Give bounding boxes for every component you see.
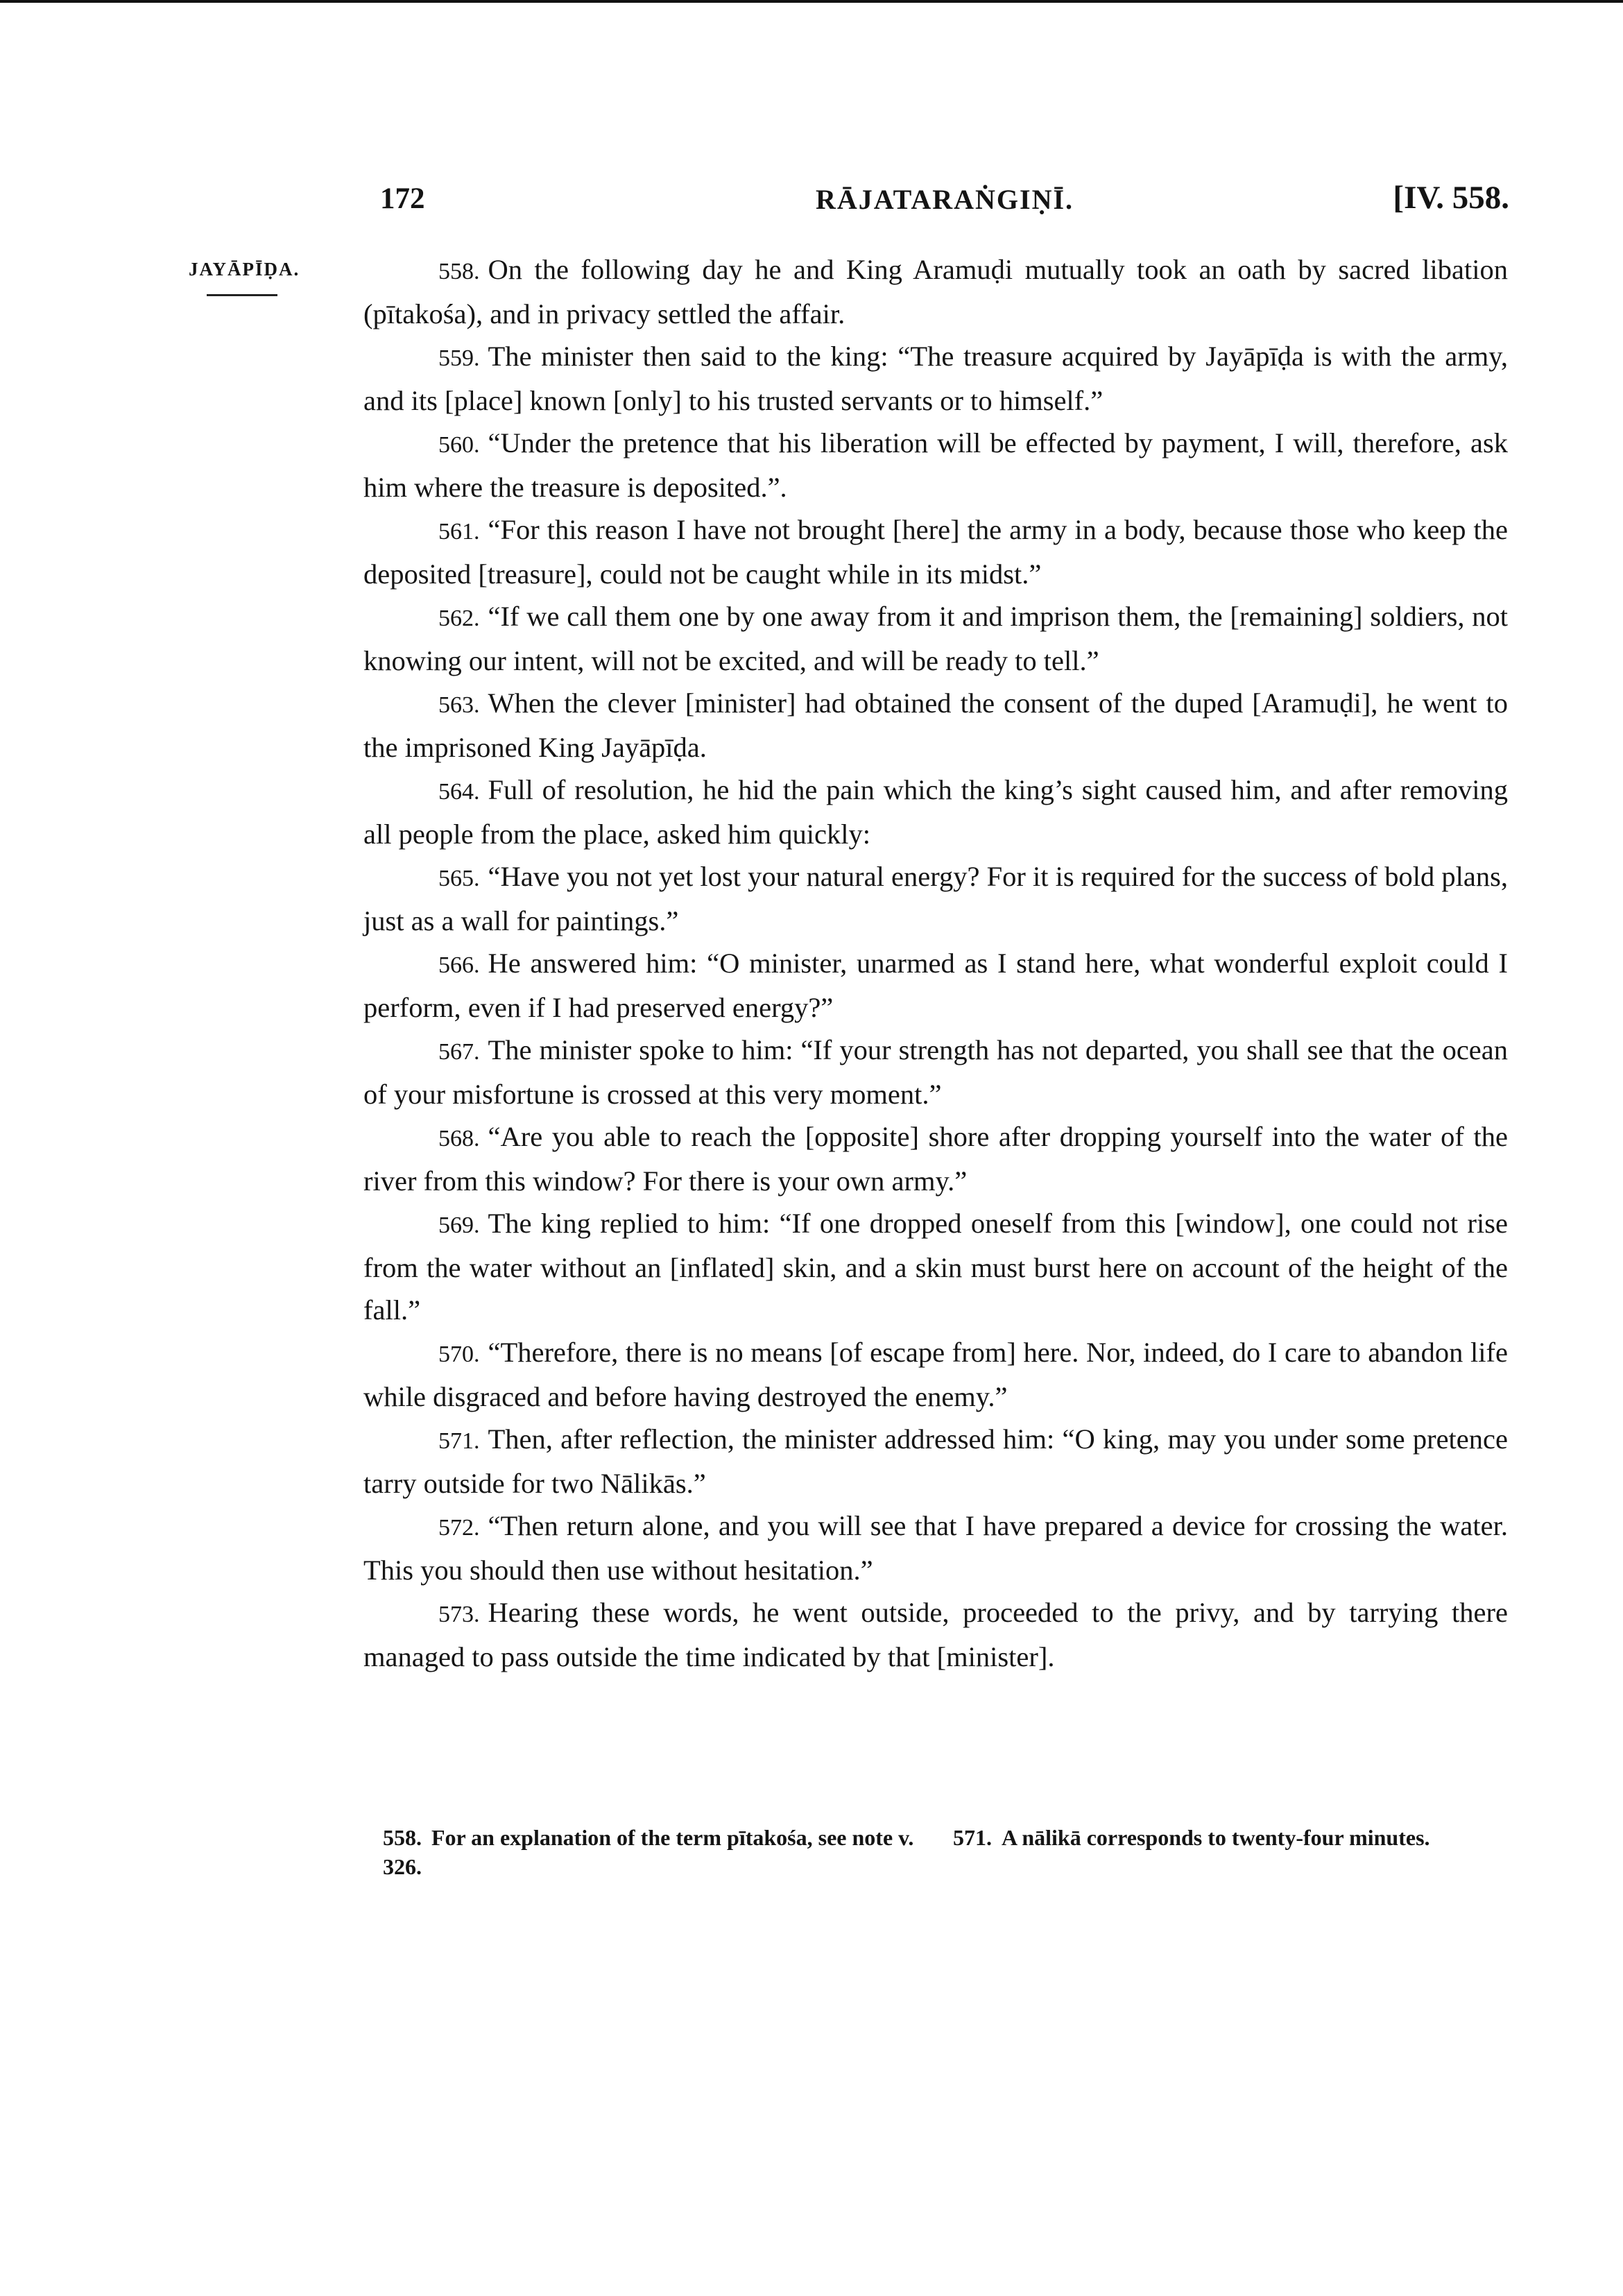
footnote-571	[953, 1823, 1508, 1852]
page-number: 172	[380, 182, 425, 215]
verse-number: 573.	[438, 1602, 480, 1627]
top-edge-rule	[0, 0, 1623, 3]
verse-text: “Under the pretence that his liberation will be effected by payment, I will, therefore, ask him where the treasure is deposited.”.	[363, 427, 1508, 503]
footnote-558	[383, 1823, 924, 1881]
verse-text: “If we call them one by one away from it and imprison them, the [remaining] soldiers, not knowing our intent, will not be excited, and will be ready to tell.”	[363, 601, 1508, 676]
verse-text: The king replied to him: “If one dropped oneself from this [window], one could not rise from the water without an [inflated] skin, and a skin must burst here on account of the height of the fall.”	[363, 1208, 1508, 1326]
verse-text: “Are you able to reach the [opposite] shore after dropping yourself into the water of the river from this window? For there is your own army.”	[363, 1121, 1508, 1197]
verse-text: “Have you not yet lost your natural energy? For it is required for the success of bold plans, just as a wall for paintings.”	[363, 861, 1508, 936]
section-reference: [IV. 558.	[1393, 180, 1509, 216]
paragraph-569	[363, 1202, 1508, 1331]
footnote-text: A nālikā corresponds to twenty-four minutes.	[1002, 1825, 1430, 1850]
paragraph-565	[363, 855, 1508, 942]
margin-note-rule	[207, 294, 277, 296]
verse-text: The minister spoke to him: “If your strength has not departed, you shall see that the ocean of your misfortune is crossed at this very moment.”	[363, 1034, 1508, 1110]
main-text	[363, 248, 1508, 1678]
verse-text: On the following day he and King Aramuḍi mutually took an oath by sacred libation (pītakośa), and in privacy settled the affair.	[363, 254, 1508, 329]
paragraph-572	[363, 1505, 1508, 1591]
verse-number: 568.	[438, 1126, 480, 1151]
verse-number: 572.	[438, 1515, 480, 1541]
verse-text: He answered him: “O minister, unarmed as I stand here, what wonderful exploit could I perform, even if I had preserved energy?”	[363, 948, 1508, 1023]
verse-number: 567.	[438, 1039, 480, 1065]
paragraph-562	[363, 595, 1508, 682]
paragraph-566	[363, 942, 1508, 1029]
page-header	[380, 182, 1509, 223]
paragraph-559	[363, 335, 1508, 422]
verse-text: When the clever [minister] had obtained the consent of the duped [Aramuḍi], he went to the imprisoned King Jayāpīḍa.	[363, 687, 1508, 763]
verse-text: Then, after reflection, the minister addressed him: “O king, may you under some pretence tarry outside for two Nālikās.”	[363, 1423, 1508, 1499]
verse-text: “Then return alone, and you will see that I have prepared a device for crossing the water. This you should then use without hesitation.”	[363, 1510, 1508, 1586]
verse-number: 558.	[438, 259, 480, 284]
verse-text: Hearing these words, he went outside, proceeded to the privy, and by tarrying there managed to pass outside the time indicated by that [minister].	[363, 1597, 1508, 1672]
margin-note: JAYĀPĪḌA.	[189, 259, 300, 280]
paragraph-568	[363, 1115, 1508, 1202]
footnote-text: For an explanation of the term pītakośa, see note v. 326.	[383, 1825, 914, 1879]
paragraph-558	[363, 248, 1508, 335]
verse-number: 561.	[438, 519, 480, 545]
paragraph-561	[363, 508, 1508, 595]
paragraph-567	[363, 1029, 1508, 1115]
footnote-number: 571.	[953, 1825, 992, 1850]
verse-text: Full of resolution, he hid the pain which the king’s sight caused him, and after removing all people from the place, asked him quickly:	[363, 774, 1508, 850]
verse-number: 559.	[438, 345, 480, 371]
paragraph-564	[363, 769, 1508, 855]
paragraph-570	[363, 1331, 1508, 1418]
verse-number: 569.	[438, 1213, 480, 1238]
verse-text: “For this reason I have not brought [here] the army in a body, because those who keep the deposited [treasure], could not be caught while in its midst.”	[363, 514, 1508, 590]
verse-number: 566.	[438, 952, 480, 978]
paragraph-560	[363, 422, 1508, 508]
verse-number: 563.	[438, 692, 480, 718]
verse-number: 570.	[438, 1342, 480, 1367]
verse-number: 565.	[438, 866, 480, 891]
verse-number: 571.	[438, 1428, 480, 1454]
footnote-number: 558.	[383, 1825, 422, 1850]
paragraph-571	[363, 1418, 1508, 1505]
verse-number: 562.	[438, 606, 480, 631]
running-title: RĀJATARAṄGIṆĪ.	[815, 184, 1074, 215]
paragraph-563	[363, 682, 1508, 769]
verse-number: 564.	[438, 779, 480, 805]
verse-text: “Therefore, there is no means [of escape from] here. Nor, indeed, do I care to abandon life while disgraced and before having destroyed the enemy.”	[363, 1337, 1508, 1412]
paragraph-573	[363, 1591, 1508, 1678]
verse-number: 560.	[438, 432, 480, 458]
verse-text: The minister then said to the king: “The treasure acquired by Jayāpīḍa is with the army, and its [place] known [only] to his trusted servants or to himself.”	[363, 341, 1508, 416]
